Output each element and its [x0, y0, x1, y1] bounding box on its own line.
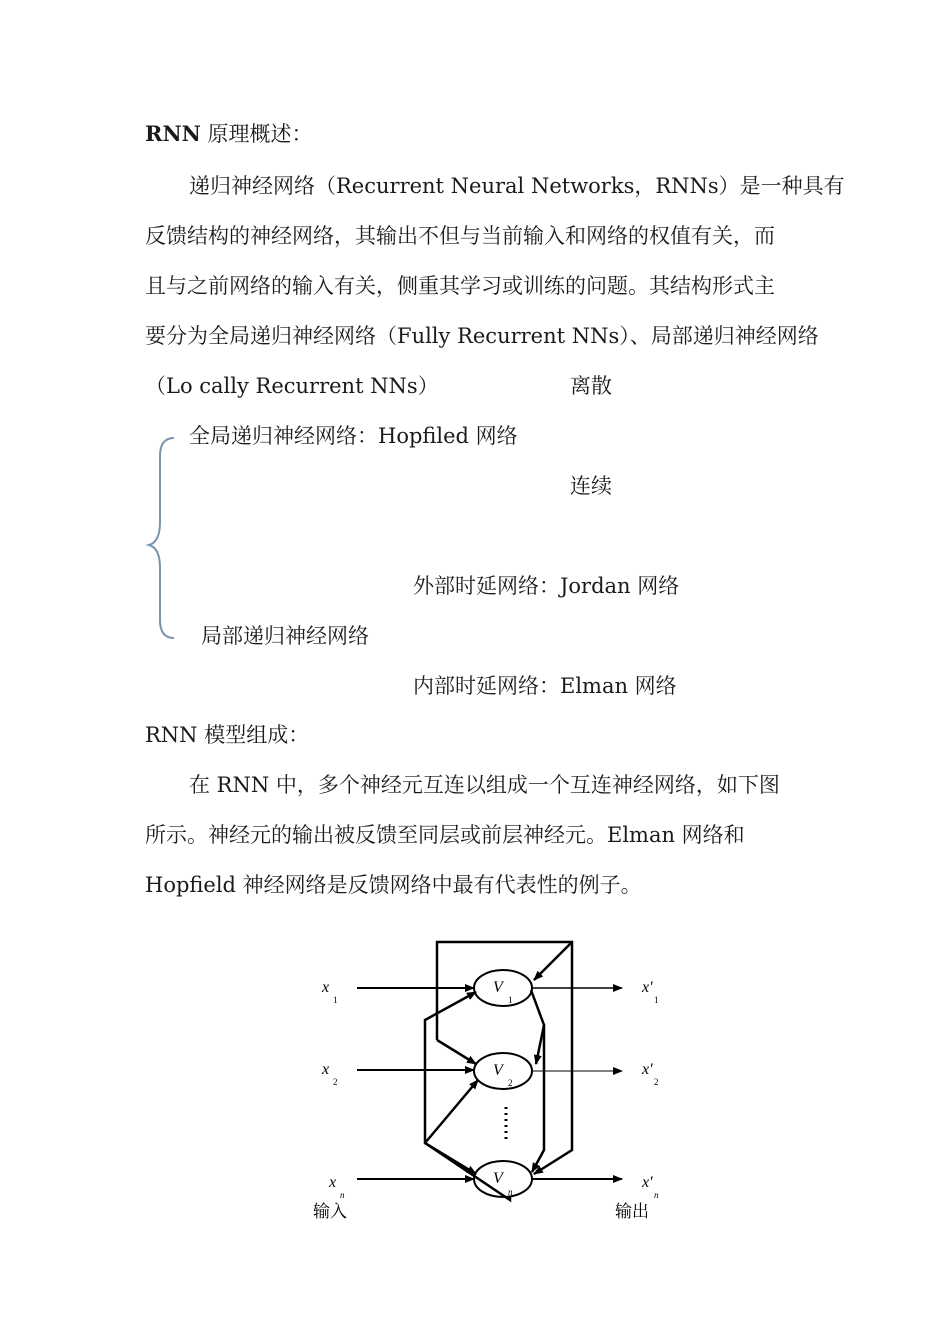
output-x1-sub: 1	[654, 995, 659, 1005]
output-x2-sub: 2	[654, 1077, 659, 1087]
paragraph-line: 要分为全局递归神经网络（Fully Recurrent NNs）、局部递归神经网络	[145, 324, 819, 348]
input-x2-var: x	[322, 1061, 330, 1078]
neuron-v1-sub: 1	[508, 995, 513, 1005]
neuron-node	[474, 970, 532, 1006]
input-x2-sub: 2	[333, 1077, 338, 1087]
paragraph-line: 在 RNN 中，多个神经元互连以组成一个互连神经网络，如下图	[189, 773, 780, 797]
internal-delay-label: 内部时延网络：Elman 网络	[413, 674, 677, 698]
neuron-v2-var: V	[493, 1062, 503, 1079]
local-rnn-label: 局部递归神经网络	[201, 624, 369, 648]
paragraph-line: 且与之前网络的输入有关，侧重其学习或训练的问题。其结构形式主	[145, 274, 775, 298]
external-delay-label: 外部时延网络：Jordan 网络	[413, 574, 680, 598]
paragraph-line: Hopfield 神经网络是反馈网络中最有代表性的例子。	[145, 873, 642, 897]
paragraph-line: 递归神经网络（Recurrent Neural Networks，RNNs）是一种具有	[189, 174, 845, 198]
output-x2-var: x'	[642, 1061, 653, 1078]
input-caption: 输入	[313, 1202, 347, 1221]
input-x1-sub: 1	[333, 995, 338, 1005]
output-caption: 输出	[615, 1202, 649, 1221]
neuron-vn-sub: n	[508, 1187, 513, 1197]
input-x1-var: x	[322, 979, 330, 996]
heading-rest-part: 原理概述：	[200, 122, 313, 146]
paragraph-line: 反馈结构的神经网络，其输出不但与当前输入和网络的权值有关，而	[145, 224, 775, 248]
output-xn-var: x'	[642, 1174, 653, 1191]
paragraph-line: 所示。神经元的输出被反馈至同层或前层神经元。Elman 网络和	[145, 823, 745, 847]
neuron-v2-sub: 2	[508, 1078, 513, 1088]
section-heading-rnn-model: RNN 模型组成：	[145, 723, 310, 747]
paragraph-line: （Lo cally Recurrent NNs）	[145, 374, 439, 398]
feedback-edge	[531, 990, 544, 1172]
global-rnn-label: 全局递归神经网络：Hopfiled 网络	[189, 424, 518, 448]
feedback-edge	[425, 1080, 478, 1143]
discrete-label: 离散	[570, 374, 612, 398]
continuous-label: 连续	[570, 474, 612, 498]
feedback-edge	[437, 1040, 476, 1064]
neuron-node	[474, 1161, 532, 1197]
neuron-vn-var: V	[493, 1170, 503, 1187]
feedback-edge	[425, 1143, 476, 1174]
output-xn-sub: n	[654, 1190, 659, 1200]
heading-bold-part: RNN	[145, 121, 201, 146]
neuron-node	[474, 1053, 532, 1089]
input-xn-var: x	[329, 1174, 337, 1191]
feedback-edge	[534, 942, 572, 980]
output-x1-var: x'	[642, 979, 653, 996]
feedback-edge	[437, 942, 572, 1174]
input-xn-sub: n	[340, 1190, 345, 1200]
neuron-v1-var: V	[493, 979, 503, 996]
